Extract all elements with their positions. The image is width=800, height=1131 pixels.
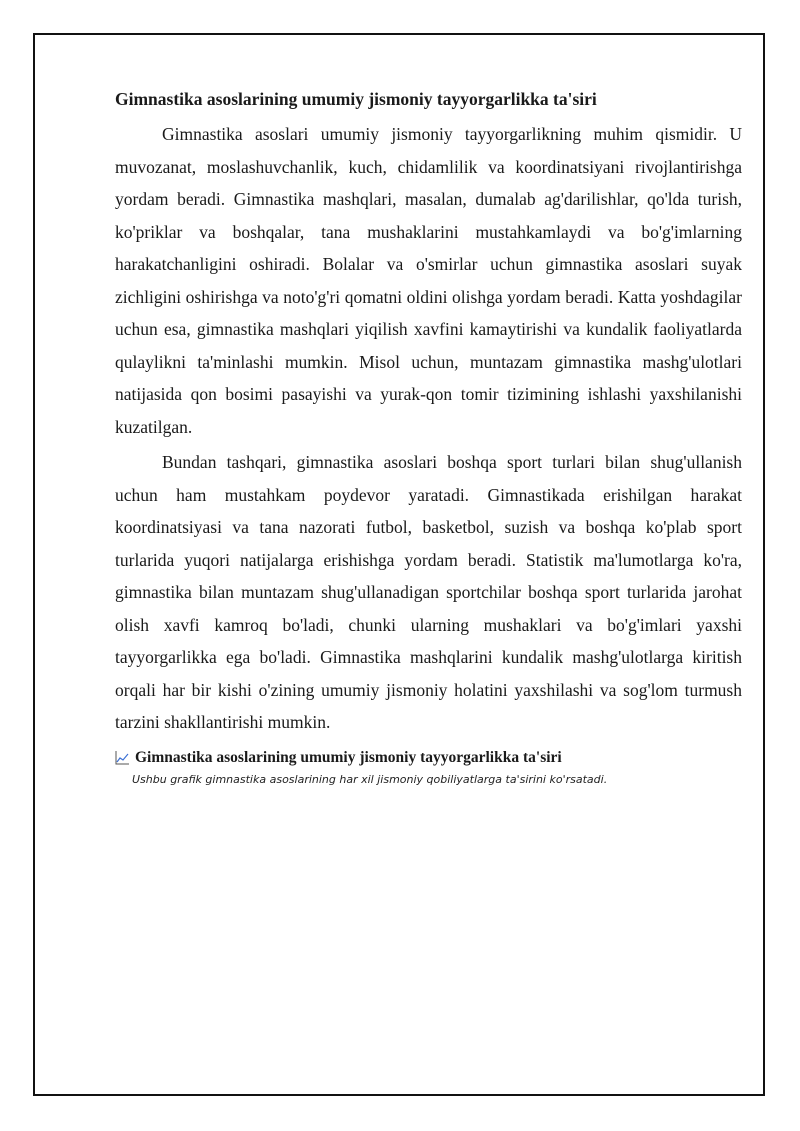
document-body [115,86,742,789]
chart-title-row [115,747,742,769]
chart-title: Gimnastika asoslarining umumiy jismoniy tayyorgarlikka ta'siri [135,748,562,766]
chart-caption: Ushbu grafik gimnastika asoslarining har xil jismoniy qobiliyatlarga ta'sirini ko'rsatadi. [132,772,608,786]
line-chart-icon [115,750,130,765]
section-heading: Gimnastika asoslarining umumiy jismoniy tayyorgarlikka ta'siri [115,89,597,109]
paragraph-1: Gimnastika asoslari umumiy jismoniy tayyorgarlikning muhim qismidir. U muvozanat, moslashuvchanlik, kuch, chidamlilik va koordinatsiyani rivojlantirishga yordam beradi. Gimnastika mashqlari, masalan, dumalab ag'darilishlar, qo'lda turish, ko'priklar va boshqalar, tana mushaklarini mustahkamlaydi va bo'g'imlarning harakatchanligini oshiradi. Bolalar va o'smirlar uchun gimnastika asoslari suyak zichligini oshirishga va noto'g'ri qomatni oldini olishga yordam beradi. Katta yoshdagilar uchun esa, gimnastika mashqlari yiqilish xavfini kamaytirishi va kundalik faoliyatlarda qulaylikni ta'minlashi mumkin. Misol uchun, muntazam gimnastika mashg'ulotlari natijasida qon bosimi pasayishi va yurak-qon tomir tizimining ishlashi yaxshilanishi kuzatilgan. [115,124,742,437]
paragraph-2: Bundan tashqari, gimnastika asoslari boshqa sport turlari bilan shug'ullanish uchun ham mustahkam poydevor yaratadi. Gimnastikada erishilgan harakat koordinatsiyasi va tana nazorati futbol, basketbol, suzish va boshqa ko'plab sport turlarida yuqori natijalarga erishishga yordam beradi. Statistik ma'lumotlarga ko'ra, gimnastika bilan muntazam shug'ullanadigan sportchilar boshqa sport turlarida jarohat olish xavfi kamroq bo'ladi, chunki ularning mushaklari va bo'g'imlari yaxshi tayyorgarlikka ega bo'ladi. Gimnastika mashqlarini kundalik mashg'ulotlarga kiritish orqali har bir kishi o'zining umumiy jismoniy holatini yaxshilashi va sog'lom turmush tarzini shakllantirishi mumkin. [115,452,742,732]
chart-placeholder [115,747,742,789]
